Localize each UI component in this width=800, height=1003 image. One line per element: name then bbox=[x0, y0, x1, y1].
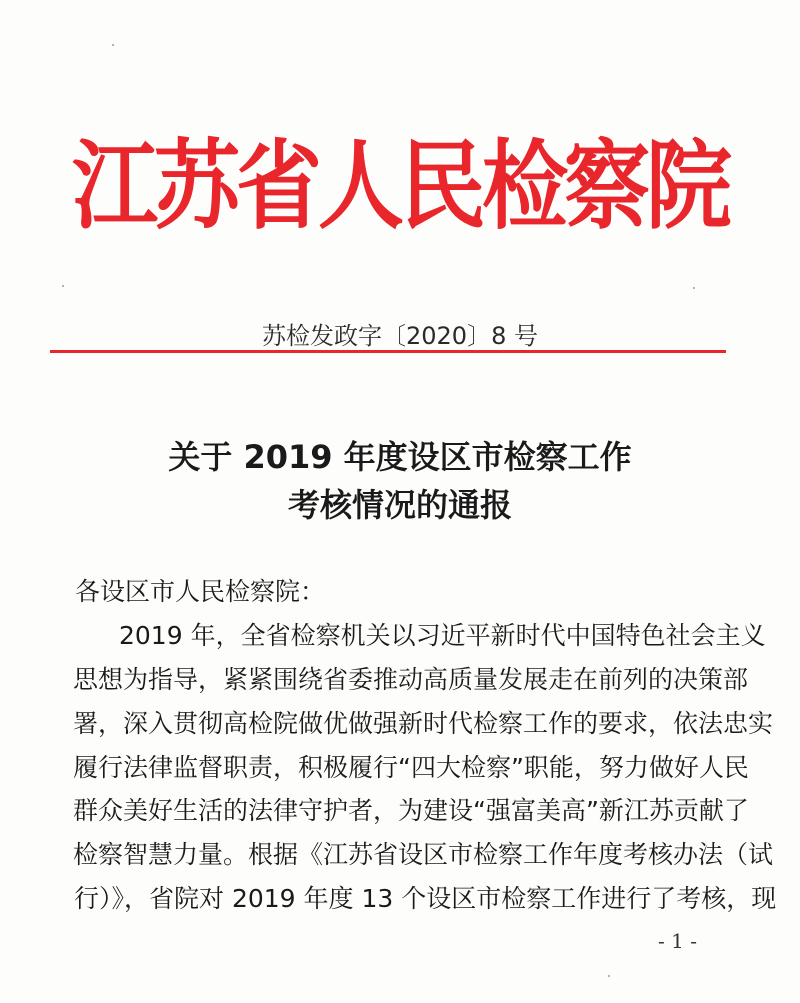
body-line-4: 履行法律监督职责，积极履行“四大检察”职能，努力做好人民 bbox=[73, 753, 749, 782]
salutation: 各设区市人民检察院： bbox=[75, 577, 326, 606]
body-line-3: 署，深入贯彻高检院做优做强新时代检察工作的要求，依法忠实 bbox=[73, 709, 774, 738]
body-line-6: 检察智慧力量。根据《江苏省设区市检察工作年度考核办法（试 bbox=[73, 840, 774, 869]
body-line-7: 行）》，省院对 2019 年度 13 个设区市检察工作进行了考核，现 bbox=[74, 884, 777, 913]
body-line-2: 思想为指导，紧紧围绕省委推动高质量发展走在前列的决策部 bbox=[73, 665, 749, 694]
issuer-heading: 江苏省人民检察院 bbox=[72, 130, 728, 244]
body-line-1: 2019 年，全省检察机关以习近平新时代中国特色社会主义 bbox=[119, 621, 766, 650]
scan-speck bbox=[62, 285, 64, 287]
scan-speck bbox=[608, 975, 610, 977]
red-divider-line bbox=[50, 350, 726, 353]
document-number: 苏检发政字〔2020〕8 号 bbox=[262, 322, 538, 350]
scan-speck bbox=[693, 287, 695, 289]
scan-speck bbox=[112, 44, 114, 46]
title-line-2: 考核情况的通报 bbox=[287, 486, 512, 524]
title-line-1: 关于 2019 年度设区市检察工作 bbox=[168, 438, 632, 476]
page-number: - 1 - bbox=[658, 929, 697, 953]
body-line-5: 群众美好生活的法律守护者，为建设“强富美高”新江苏贡献了 bbox=[73, 796, 749, 825]
